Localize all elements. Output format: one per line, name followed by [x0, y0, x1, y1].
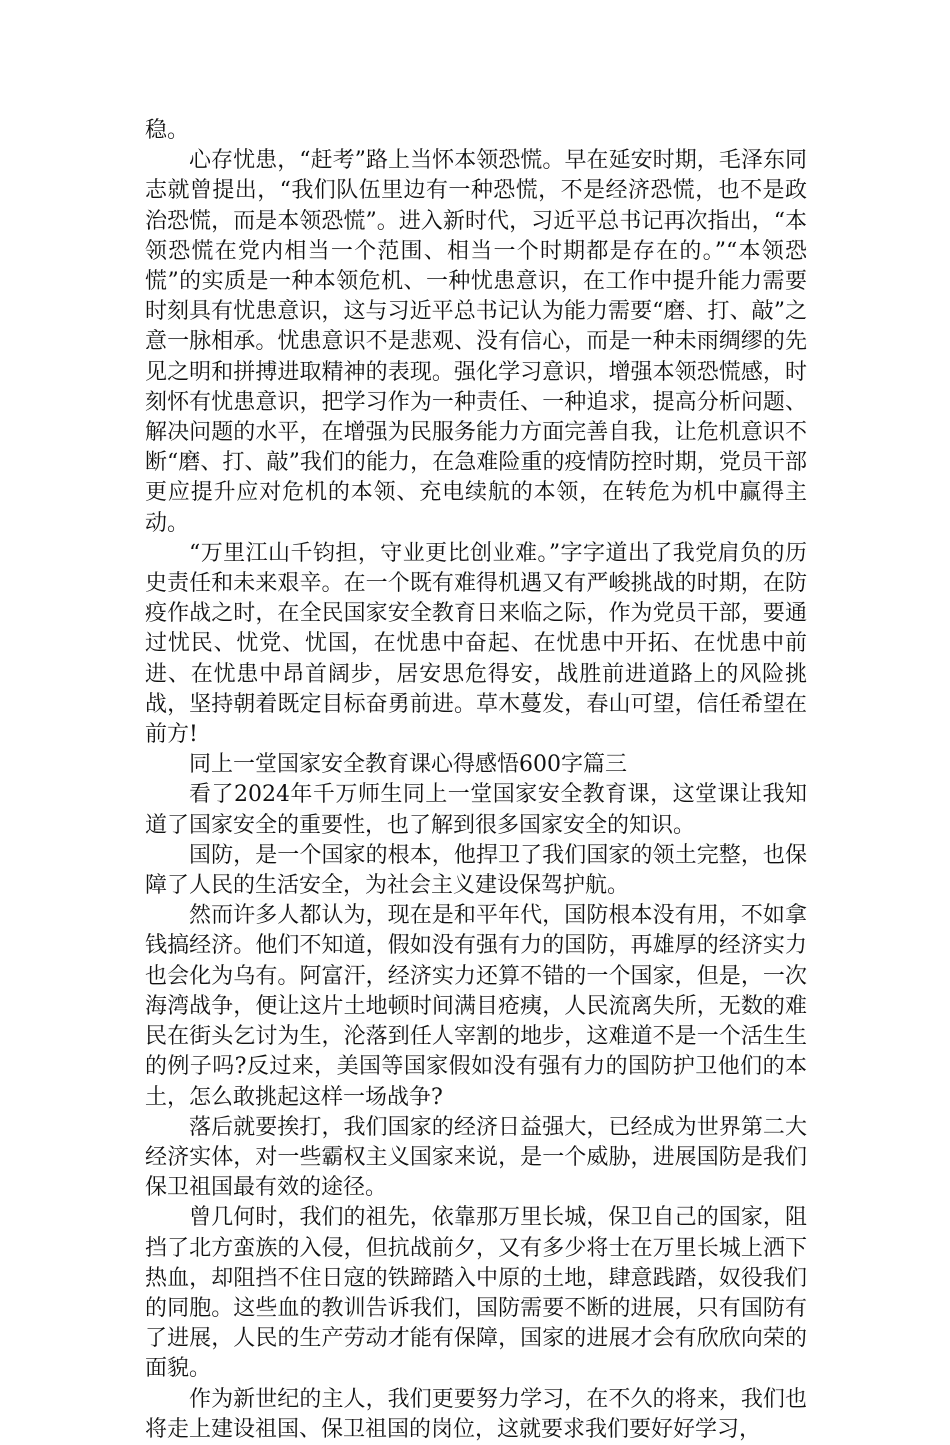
paragraph-intro: 看了2024年千万师生同上一堂国家安全教育课，这堂课让我知道了国家安全的重要性，也了解到很多国家安全的知识。 [145, 782, 807, 838]
paragraph-new-century: 作为新世纪的主人，我们更要努力学习，在不久的将来，我们也将走上建设祖国、保卫祖国的岗位，这就要求我们要好好学习， [145, 1386, 807, 1442]
paragraph-falling-behind: 落后就要挨打，我们国家的经济日益强大，已经成为世界第二大经济实体，对一些霸权主义国家来说，是一个威胁，进展国防是我们保卫祖国最有效的途径。 [145, 1114, 807, 1201]
paragraph-national-defense: 国防，是一个国家的根本，他捍卫了我们国家的领土完整，也保障了人民的生活安全，为社会主义建设保驾护航。 [145, 842, 807, 899]
paragraph-peace-era: 然而许多人都认为，现在是和平年代，国防根本没有用，不如拿钱搞经济。他们不知道，假如没有强有力的国防，再雄厚的经济实力也会化为乌有。阿富汗，经济实力还算不错的一个国家，但是，一次海湾战争，便让这片土地顿时间满目疮痍，人民流离失所，无数的难民在街头乞讨为生，沦落到任人宰割的地步，这难道不是一个活生生的例子吗?反过来，美国等国家假如没有强有力的国防护卫他们的本土，怎么敢挑起这样一场战争? [145, 903, 807, 1110]
paragraph-continuation: 稳。 [145, 118, 190, 143]
section-heading: 同上一堂国家安全教育课心得感悟600字篇三 [189, 752, 627, 778]
paragraph-skill-anxiety: 心存忧患，“赶考”路上当怀本领恐慌。早在延安时期，毛泽东同志就曾提出，“我们队伍里边有一种恐慌，不是经济恐慌，也不是政治恐慌，而是本领恐慌”。进入新时代，习近平总书记再次指出，“本领恐慌在党内相当一个范围、相当一个时期都是存在的。”“本领恐慌”的实质是一种本领危机、一种忧患意识，在工作中提升能力需要时刻具有忧患意识，这与习近平总书记认为能力需要“磨、打、敲”之意一脉相承。忧患意识不是悲观、没有信心，而是一种未雨绸缪的先见之明和拼搏进取精神的表现。强化学习意识，增强本领恐慌感，时刻怀有忧患意识，把学习作为一种责任、一种追求，提高分析问题、解决问题的水平，在增强为民服务能力方面完善自我，让危机意识不断“磨、打、敲”我们的能力，在急难险重的疫情防控时期，党员干部更应提升应对危机的本领、充电续航的本领，在转危为机中赢得主动。 [145, 148, 807, 536]
document-body [145, 116, 807, 1445]
paragraph-great-wall: 曾几何时，我们的祖先，依靠那万里长城，保卫自己的国家，阻挡了北方蛮族的入侵，但抗战前夕，又有多少将士在万里长城上洒下热血，却阻挡不住日寇的铁蹄踏入中原的土地，肆意践踏，奴役我们的同胞。这些血的教训告诉我们，国防需要不断的进展，只有国防有了进展，人民的生产劳动才能有保障，国家的进展才会有欣欣向荣的面貌。 [145, 1205, 807, 1382]
paragraph-responsibility: “万里江山千钧担，守业更比创业难。”字字道出了我党肩负的历史责任和未来艰辛。在一个既有难得机遇又有严峻挑战的时期，在防疫作战之时，在全民国家安全教育日来临之际，作为党员干部，要通过忧民、忧党、忧国，在忧患中奋起、在忧患中开拓、在忧患中前进、在忧患中昂首阔步，居安思危得安，战胜前进道路上的风险挑战，坚持朝着既定目标奋勇前进。草木蔓发，春山可望，信任希望在前方! [145, 540, 807, 748]
